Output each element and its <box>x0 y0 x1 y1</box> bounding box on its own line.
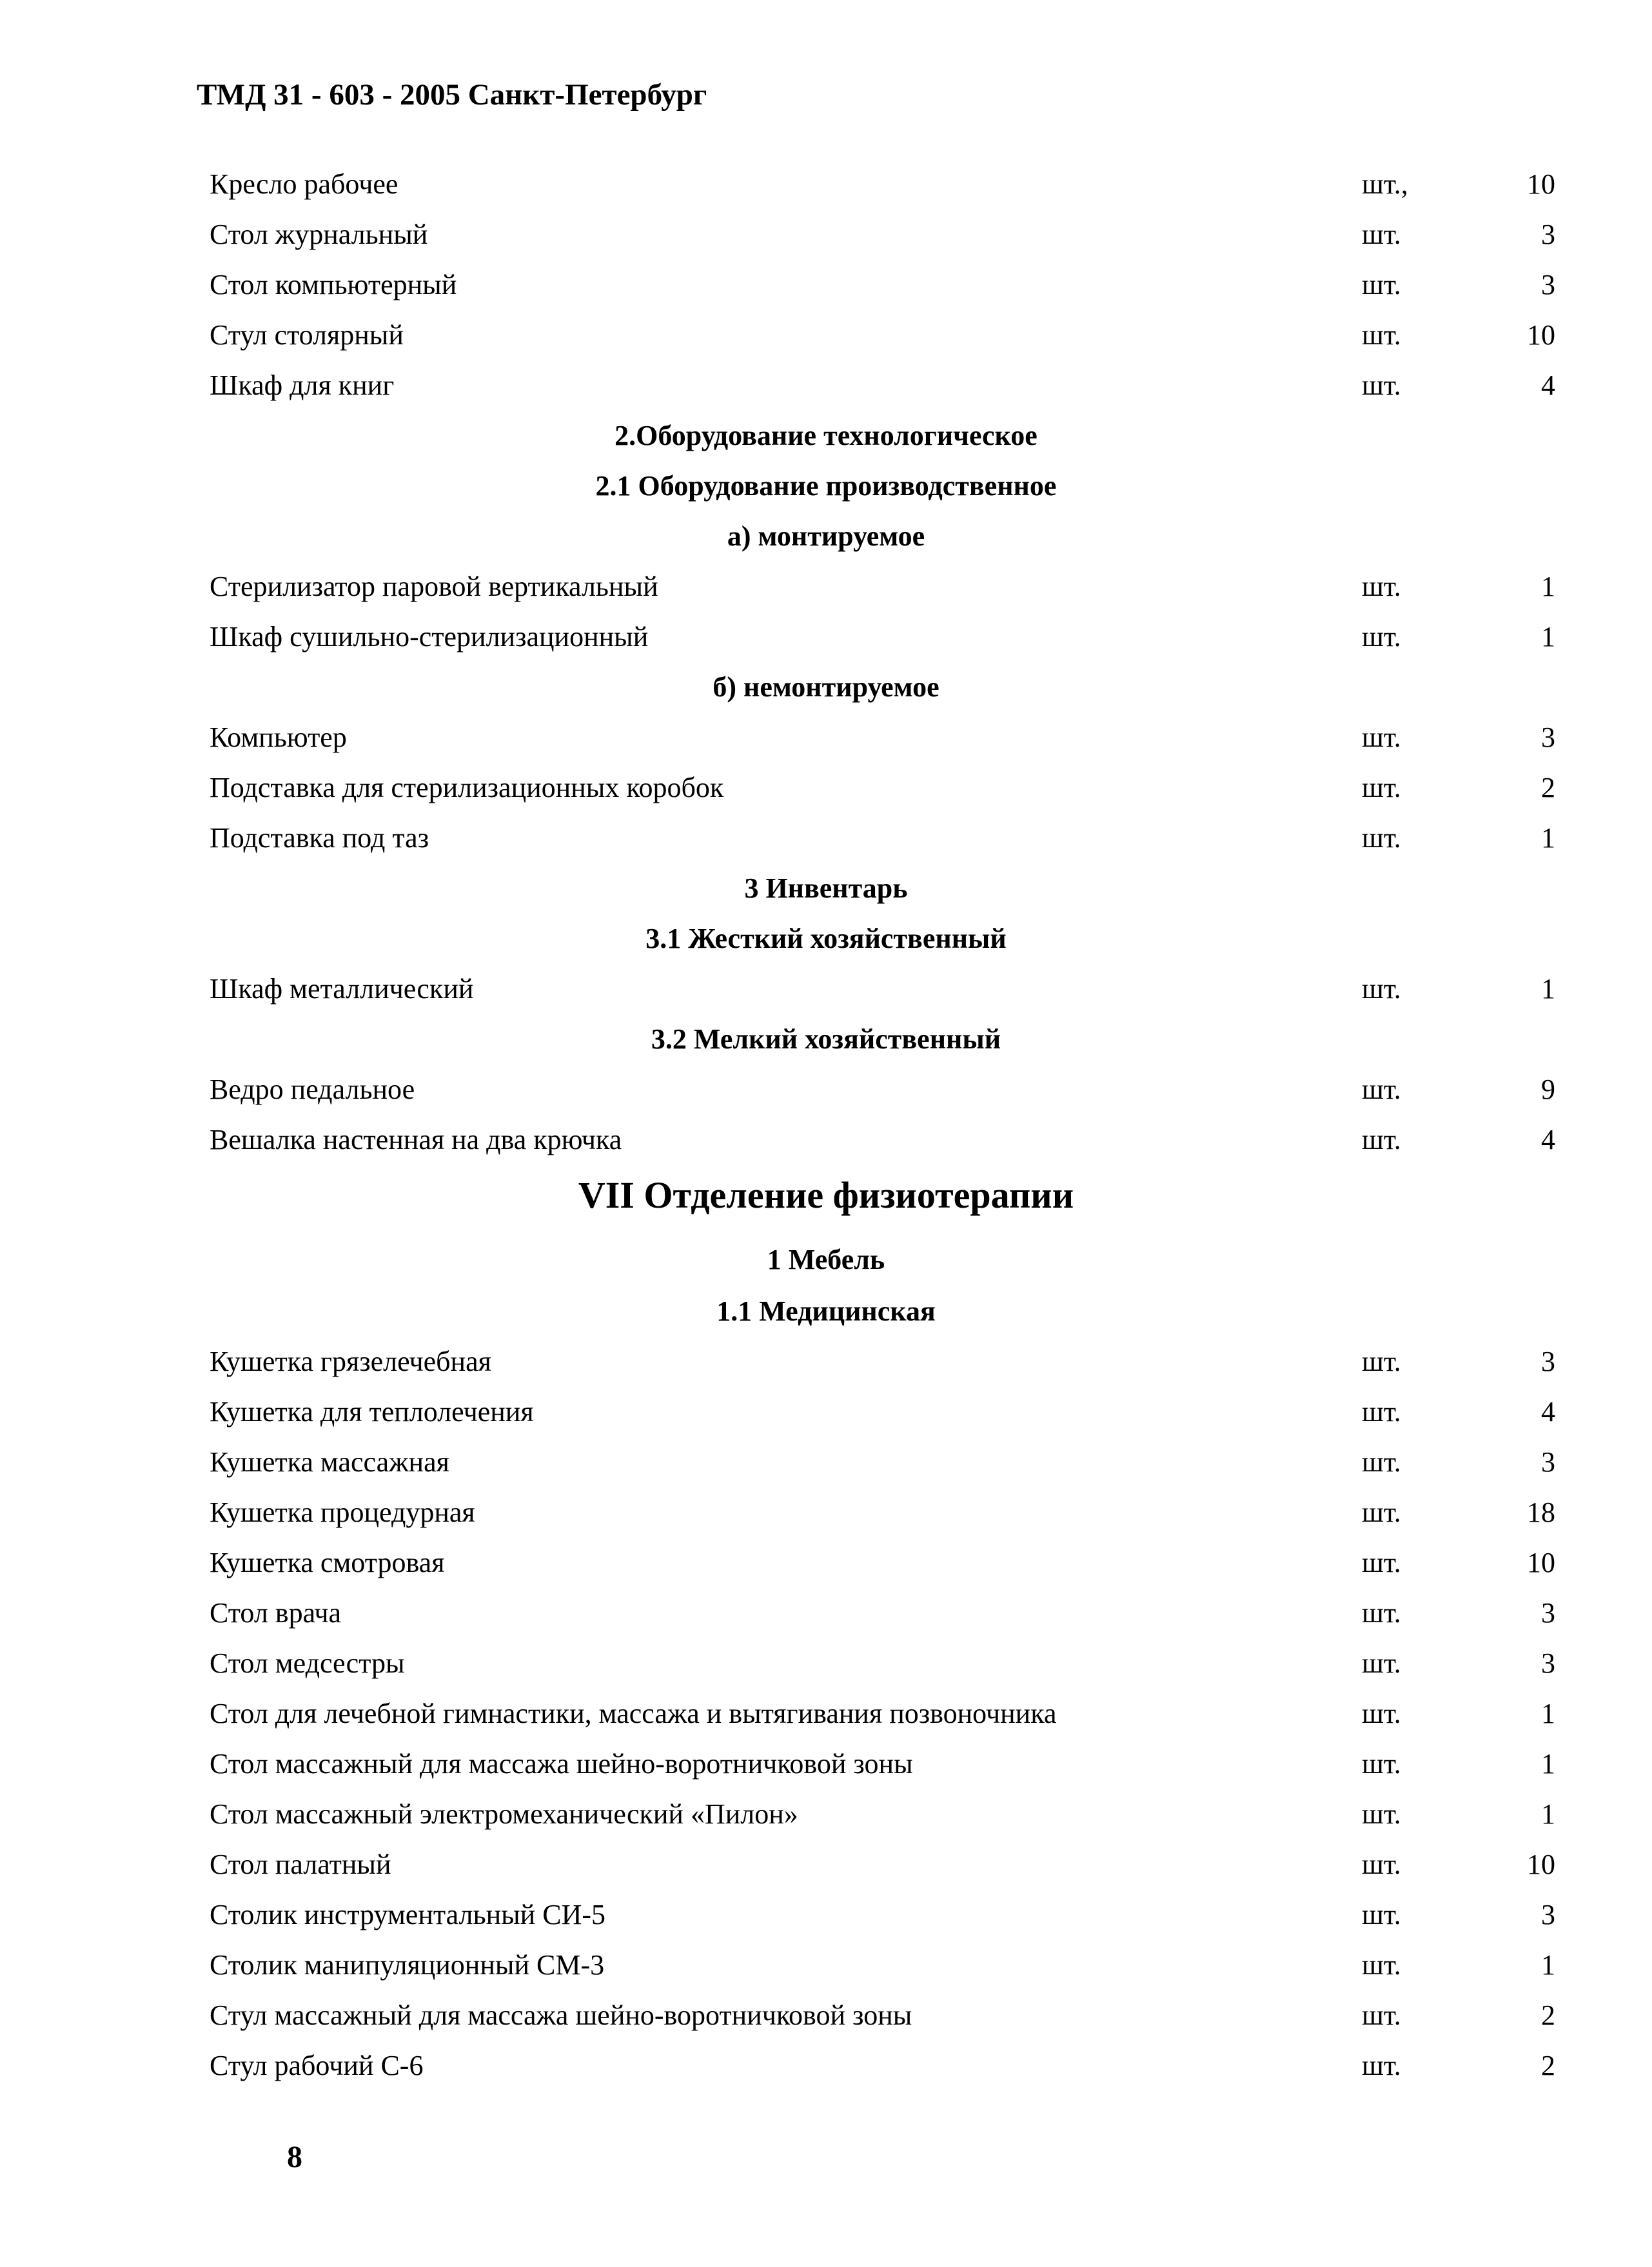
item-quantity: 3 <box>1541 1899 1555 1930</box>
item-unit: шт. <box>1362 1396 1401 1428</box>
item-quantity: 3 <box>1541 219 1555 250</box>
list-item <box>0 319 1652 369</box>
item-name: Стол палатный <box>210 1849 391 1880</box>
item-name: Кушетка для теплолечения <box>210 1396 534 1428</box>
item-quantity: 4 <box>1541 1124 1555 1155</box>
item-quantity: 2 <box>1541 1999 1555 2031</box>
list-item <box>0 1395 1652 1446</box>
list-item <box>0 972 1652 1023</box>
item-quantity: 3 <box>1541 1647 1555 1679</box>
item-quantity: 2 <box>1541 772 1555 803</box>
item-name: Столик инструментальный СИ-5 <box>210 1899 606 1930</box>
list-item <box>0 620 1652 671</box>
page-number: 8 <box>287 2140 302 2174</box>
item-unit: шт. <box>1362 1647 1401 1679</box>
list-item <box>0 1496 1652 1546</box>
item-name: Ведро педальное <box>210 1074 415 1105</box>
item-unit: шт. <box>1362 772 1401 803</box>
item-name: Подставка для стерилизационных коробок <box>210 772 724 803</box>
list-item <box>0 821 1652 872</box>
list-item <box>0 218 1652 268</box>
item-unit: шт. <box>1362 721 1401 753</box>
subsection-heading <box>0 520 1652 553</box>
item-quantity: 3 <box>1541 721 1555 753</box>
heading-text: 3.1 Жесткий хозяйственный <box>645 923 1007 954</box>
item-name: Подставка под таз <box>210 822 429 854</box>
list-item <box>0 721 1652 771</box>
item-name: Стол журнальный <box>210 219 428 250</box>
item-unit: шт. <box>1362 1346 1401 1377</box>
heading-text: VII Отделение физиотерапии <box>578 1174 1074 1216</box>
item-unit: шт. <box>1362 1999 1401 2031</box>
list-item <box>0 1948 1652 1999</box>
subsection-heading <box>0 872 1652 905</box>
item-unit: шт. <box>1362 1074 1401 1105</box>
subsection-heading <box>0 1023 1652 1055</box>
list-item <box>0 570 1652 620</box>
item-quantity: 4 <box>1541 1396 1555 1428</box>
list-item <box>0 1123 1652 1173</box>
list-item <box>0 1073 1652 1123</box>
list-item <box>0 1697 1652 1747</box>
item-quantity: 10 <box>1527 1849 1555 1880</box>
item-quantity: 3 <box>1541 1597 1555 1629</box>
subsection-heading <box>0 671 1652 703</box>
item-unit: шт. <box>1362 1748 1401 1780</box>
list-item <box>0 1546 1652 1596</box>
list-item <box>0 1898 1652 1948</box>
item-unit: шт. <box>1362 1849 1401 1880</box>
item-unit: шт. <box>1362 1698 1401 1729</box>
item-quantity: 1 <box>1541 973 1555 1005</box>
item-name: Шкаф сушильно-стерилизационный <box>210 621 649 653</box>
item-quantity: 1 <box>1541 1949 1555 1981</box>
item-quantity: 1 <box>1541 1698 1555 1729</box>
item-quantity: 18 <box>1527 1497 1555 1528</box>
item-unit: шт. <box>1362 2050 1401 2081</box>
item-name: Стол медсестры <box>210 1647 405 1679</box>
item-quantity: 2 <box>1541 2050 1555 2081</box>
item-unit: шт. <box>1362 269 1401 300</box>
item-unit: шт. <box>1362 1124 1401 1155</box>
list-item <box>0 771 1652 821</box>
item-quantity: 3 <box>1541 1446 1555 1478</box>
heading-text: 3 Инвентарь <box>744 872 908 904</box>
item-name: Стул рабочий С-6 <box>210 2050 424 2081</box>
item-unit: шт. <box>1362 1497 1401 1528</box>
item-quantity: 10 <box>1527 1547 1555 1578</box>
item-name: Стол компьютерный <box>210 269 457 300</box>
item-name: Кушетка массажная <box>210 1446 449 1478</box>
item-unit: шт. <box>1362 1547 1401 1578</box>
item-name: Стол массажный электромеханический «Пилон» <box>210 1798 798 1830</box>
item-quantity: 3 <box>1541 1346 1555 1377</box>
list-item <box>0 1345 1652 1395</box>
item-name: Кушетка грязелечебная <box>210 1346 491 1377</box>
item-unit: шт., <box>1362 168 1408 200</box>
item-unit: шт. <box>1362 621 1401 653</box>
item-quantity: 10 <box>1527 168 1555 200</box>
item-name: Стул столярный <box>210 319 404 351</box>
section-title <box>0 1173 1652 1217</box>
heading-text: 2.1 Оборудование производственное <box>595 470 1057 502</box>
list-item <box>0 1747 1652 1798</box>
item-name: Вешалка настенная на два крючка <box>210 1124 622 1155</box>
list-item <box>0 1848 1652 1898</box>
item-name: Столик манипуляционный СМ-3 <box>210 1949 605 1981</box>
item-quantity: 1 <box>1541 621 1555 653</box>
item-name: Кушетка процедурная <box>210 1497 475 1528</box>
item-unit: шт. <box>1362 1446 1401 1478</box>
item-quantity: 9 <box>1541 1074 1555 1105</box>
item-name: Стерилизатор паровой вертикальный <box>210 571 658 602</box>
item-unit: шт. <box>1362 1899 1401 1930</box>
item-unit: шт. <box>1362 1798 1401 1830</box>
heading-text: 3.2 Мелкий хозяйственный <box>651 1023 1001 1055</box>
list-item <box>0 268 1652 319</box>
item-name: Компьютер <box>210 721 347 753</box>
list-item <box>0 1647 1652 1697</box>
heading-text: 2.Оборудование технологическое <box>615 420 1037 451</box>
subsection-heading <box>0 469 1652 502</box>
item-unit: шт. <box>1362 571 1401 602</box>
item-unit: шт. <box>1362 219 1401 250</box>
item-quantity: 1 <box>1541 571 1555 602</box>
item-quantity: 1 <box>1541 822 1555 854</box>
page-header: ТМД 31 - 603 - 2005 Санкт-Петербург <box>197 78 707 112</box>
item-name: Стол врача <box>210 1597 341 1629</box>
list-item <box>0 369 1652 419</box>
heading-text: 1.1 Медицинская <box>716 1295 936 1327</box>
item-unit: шт. <box>1362 319 1401 351</box>
item-unit: шт. <box>1362 973 1401 1005</box>
item-unit: шт. <box>1362 1597 1401 1629</box>
item-unit: шт. <box>1362 822 1401 854</box>
list-item <box>0 1999 1652 2049</box>
list-item <box>0 1446 1652 1496</box>
item-quantity: 1 <box>1541 1748 1555 1780</box>
subsection-heading <box>0 922 1652 955</box>
list-item <box>0 1798 1652 1848</box>
heading-text: 1 Мебель <box>767 1244 885 1275</box>
item-name: Шкаф для книг <box>210 369 395 401</box>
item-quantity: 4 <box>1541 369 1555 401</box>
subsection-heading <box>0 1295 1652 1328</box>
item-name: Кушетка смотровая <box>210 1547 445 1578</box>
item-unit: шт. <box>1362 369 1401 401</box>
heading-text: б) немонтируемое <box>713 671 939 703</box>
list-item <box>0 168 1652 218</box>
list-item <box>0 2049 1652 2099</box>
item-name: Стол массажный для массажа шейно-воротничковой зоны <box>210 1748 913 1780</box>
subsection-heading <box>0 419 1652 452</box>
heading-text: а) монтируемое <box>727 520 925 552</box>
item-name: Стул массажный для массажа шейно-воротничковой зоны <box>210 1999 912 2031</box>
item-quantity: 1 <box>1541 1798 1555 1830</box>
item-quantity: 10 <box>1527 319 1555 351</box>
item-quantity: 3 <box>1541 269 1555 300</box>
item-name: Стол для лечебной гимнастики, массажа и вытягивания позвоночника <box>210 1698 1057 1729</box>
item-name: Шкаф металлический <box>210 973 474 1005</box>
list-item <box>0 1596 1652 1647</box>
item-name: Кресло рабочее <box>210 168 398 200</box>
subsection-heading <box>0 1243 1652 1276</box>
item-unit: шт. <box>1362 1949 1401 1981</box>
